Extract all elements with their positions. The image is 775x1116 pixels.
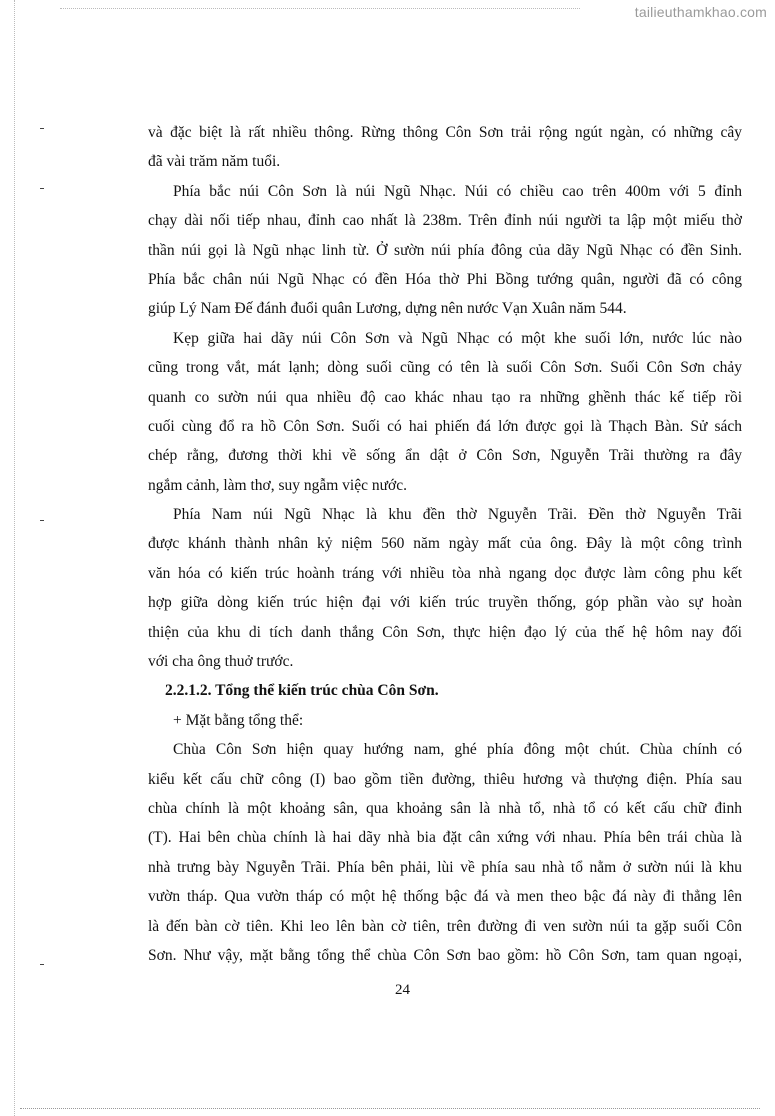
text-line: Phía Nam núi Ngũ Nhạc là khu đền thờ Nguyễn Trãi. Đền thờ Nguyễn Trãi (173, 506, 742, 524)
text-line: quanh co sườn núi qua nhiều độ cao khác nhau tạo ra những ghềnh thác kế tiếp rồi (148, 388, 742, 406)
watermark: tailieuthamkhao.com (634, 4, 767, 20)
text-line: với cha ông thuở trước. (148, 653, 294, 671)
text-line: ngắm cảnh, làm thơ, suy ngẫm việc nước. (148, 476, 407, 494)
text-line: chùa chính là một khoảng sân, qua khoảng sân là nhà tổ, nhà tổ có kết cấu chữ đinh (148, 799, 742, 817)
text-line: thiện của khu di tích danh thắng Côn Sơn, thực hiện đạo lý của thế hệ hôm nay đối (148, 623, 742, 641)
text-line: cũng trong vắt, mát lạnh; dòng suối cũng có tên là suối Côn Sơn. Suối Côn Sơn chảy (148, 359, 742, 377)
text-line: vườn tháp. Qua vườn tháp có một hệ thống bậc đá và men theo bậc đá này đi thẳng lên (148, 888, 742, 906)
scan-edge-top (60, 8, 580, 10)
scan-speck (40, 188, 44, 189)
text-line: Kẹp giữa hai dãy núi Côn Sơn và Ngũ Nhạc có một khe suối lớn, nước lúc nào (173, 329, 742, 347)
scan-speck (40, 128, 44, 129)
text-line: văn hóa có kiến trúc hoành tráng với nhiều tòa nhà ngang dọc được làm công phu kết (148, 564, 742, 582)
document-body (148, 118, 742, 970)
text-line: chép rằng, đương thời khi về sống ẩn dật ở Côn Sơn, Nguyễn Trãi thường ra đây (148, 447, 742, 465)
paragraph (148, 177, 742, 324)
paragraph (148, 324, 742, 500)
text-line: kiểu kết cấu chữ công (I) bao gồm tiền đường, thiêu hương và thượng điện. Phía sau (148, 770, 742, 788)
text-line: giúp Lý Nam Đế đánh đuổi quân Lương, dựng nên nước Vạn Xuân năm 544. (148, 300, 627, 318)
text-line: + Mặt bằng tổng thể: (173, 711, 304, 729)
paragraph (148, 500, 742, 676)
text-line: thần núi gọi là Ngũ nhạc linh từ. Ở sườn núi phía đông của dãy Ngũ Nhạc có đền Sinh. (148, 241, 742, 259)
text-line: Phía bắc chân núi Ngũ Nhạc có đền Hóa thờ Phi Bồng tướng quân, người đã có công (148, 270, 742, 288)
text-line: 2.2.1.2. Tổng thể kiến trúc chùa Côn Sơn. (165, 682, 439, 700)
text-line: được khánh thành nhân kỷ niệm 560 năm ngày mất của ông. Đây là một công trình (148, 535, 742, 553)
text-line: đã vài trăm năm tuổi. (148, 153, 281, 171)
page-number: 24 (395, 982, 410, 998)
scan-speck (40, 520, 44, 521)
text-line: Chùa Côn Sơn hiện quay hướng nam, ghé phía đông một chút. Chùa chính có (173, 741, 742, 759)
scan-speck (40, 964, 44, 965)
text-line: chạy dài nối tiếp nhau, đỉnh cao nhất là 238m. Trên đỉnh núi người ta lập một miếu thờ (148, 212, 742, 230)
text-line: cuối cùng đổ ra hồ Côn Sơn. Suối có hai phiến đá lớn được gọi là Thạch Bàn. Sử sách (148, 417, 742, 435)
text-line: và đặc biệt là rất nhiều thông. Rừng thông Côn Sơn trải rộng ngút ngàn, có những cây (148, 124, 742, 141)
paragraph (148, 735, 742, 970)
paragraph (148, 118, 742, 177)
text-line: Phía bắc núi Côn Sơn là núi Ngũ Nhạc. Núi có chiều cao trên 400m với 5 đỉnh (173, 182, 742, 200)
subheading (148, 706, 742, 735)
text-line: hợp giữa dòng kiến trúc hiện đại với kiến trúc truyền thống, góp phần vào sự hoàn (148, 594, 742, 612)
scan-edge-left (0, 0, 15, 1116)
text-line: Sơn. Như vậy, mặt bằng tổng thể chùa Côn Sơn bao gồm: hồ Côn Sơn, tam quan ngoại, (148, 946, 742, 964)
text-line: (T). Hai bên chùa chính là hai dãy nhà bia đặt cân xứng với nhau. Phía bên trái chùa là (148, 829, 742, 847)
scan-edge-bottom (20, 1108, 760, 1110)
text-line: nhà trưng bày Nguyễn Trãi. Phía bên phải, lùi về phía sau nhà tổ nằm ở sườn núi là khu (148, 858, 742, 876)
section-heading (148, 676, 742, 705)
text-line: là đến bàn cờ tiên. Khi leo lên bàn cờ tiên, trên đường đi ven sườn núi ta gặp suối Côn (148, 917, 742, 935)
